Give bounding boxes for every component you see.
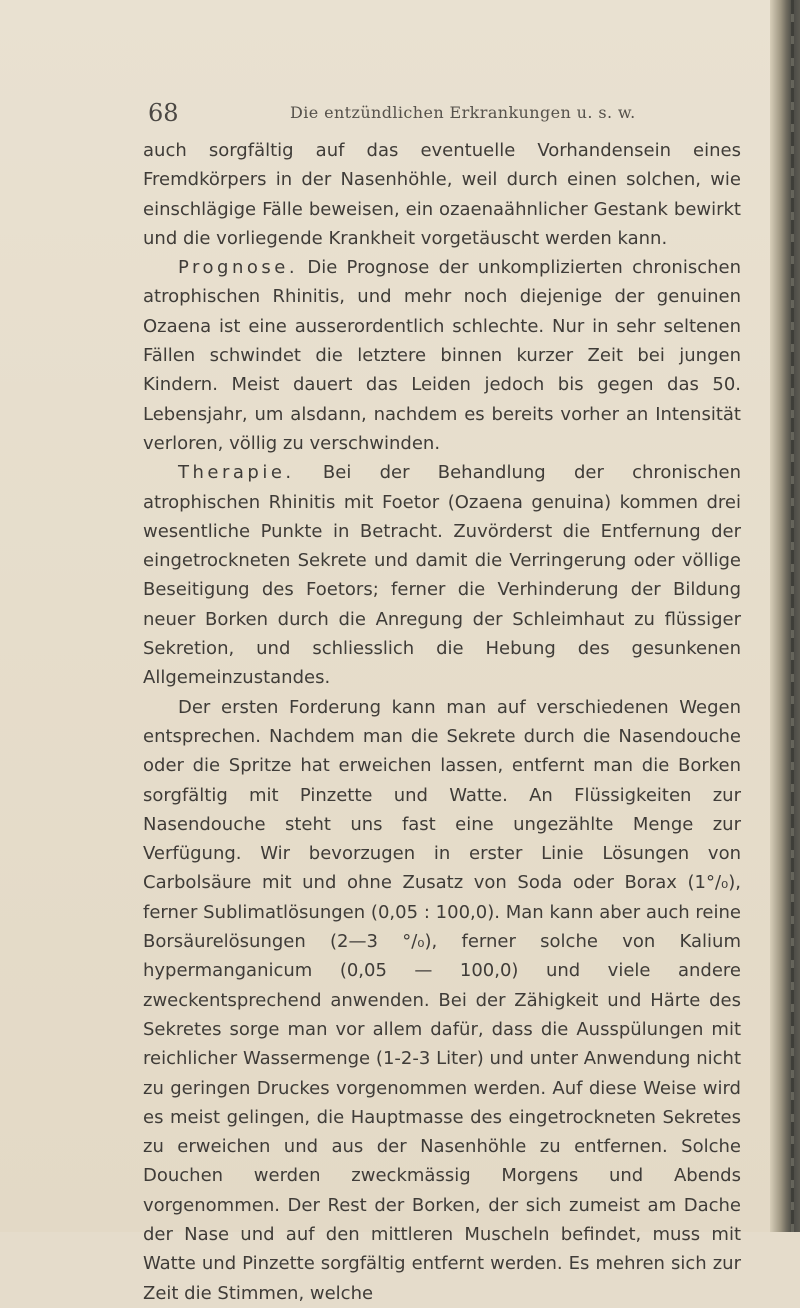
book-spine-binding — [791, 0, 794, 1232]
book-spine-edge — [770, 0, 800, 1232]
paragraph-therapie-text: Bei der Behandlung der chronischen atrophischen Rhinitis mit Foetor (Ozaena genuina) kommen drei wesentliche Punkte in Betracht. Zuvörderst die Entfernung der eingetrockneten Sekrete und damit die Verringerung oder völlige Beseitigung des Foetors; ferner die Verhinderung der Bildung neuer Borken durch die Anregung der Schleimhaut zu flüssiger Sekretion, und schliesslich die Hebung des gesunkenen Allgemeinzustandes. — [143, 462, 741, 689]
section-heading-prognose: Prognose. — [178, 257, 299, 279]
paragraph-prognose — [143, 253, 741, 458]
paragraph-prognose-text: Die Prognose der unkomplizierten chronischen atrophischen Rhinitis, und mehr noch diejenige der genuinen Ozaena ist eine ausserordentlich schlechte. Nur in sehr seltenen Fällen schwindet die letztere binnen kurzer Zeit bei jungen Kindern. Meist dauert das Leiden jedoch bis gegen das 50. Lebensjahr, um alsdann, nachdem es bereits vorher an Intensität verloren, völlig zu verschwinden. — [143, 257, 741, 454]
running-title: Die entzündlichen Erkrankungen u. s. w. — [290, 103, 636, 122]
page-number: 68 — [148, 99, 179, 127]
running-head — [148, 96, 708, 130]
paragraph-forderung: Der ersten Forderung kann man auf verschiedenen Wegen entsprechen. Nachdem man die Sekrete durch die Nasendouche oder die Spritze hat erweichen lassen, entfernt man die Borken sorgfältig mit Pinzette und Watte. An Flüssigkeiten zur Nasendouche steht uns fast eine ungezählte Menge zur Verfügung. Wir bevorzugen in erster Linie Lösungen von Carbolsäure mit und ohne Zusatz von Soda oder Borax (1°/₀), ferner Sublimatlösungen (0,05 : 100,0). Man kann aber auch reine Borsäurelösungen (2—3 °/₀), ferner solche von Kalium hypermanganicum (0,05 — 100,0) und viele andere zweckentsprechend anwenden. Bei der Zähigkeit und Härte des Sekretes sorge man vor allem dafür, dass die Ausspülungen mit reichlicher Wassermenge (1-2-3 Liter) und unter Anwendung nicht zu geringen Druckes vorgenommen werden. Auf diese Weise wird es meist gelingen, die Hauptmasse des eingetrockneten Sekretes zu erweichen und aus der Nasenhöhle zu entfernen. Solche Douchen werden zweckmässig Morgens und Abends vorgenommen. Der Rest der Borken, der sich zumeist am Dache der Nase und auf den mittleren Muscheln befindet, muss mit Watte und Pinzette sorgfältig entfernt werden. Es mehren sich zur Zeit die Stimmen, welche — [143, 696, 741, 1304]
section-heading-therapie: Therapie. — [178, 462, 295, 484]
paragraph-continuation: auch sorgfältig auf das eventuelle Vorhandensein eines Fremdkörpers in der Nasenhöhle, weil durch einen solchen, wie einschlägige Fälle beweisen, ein ozaenaähnlicher Gestank bewirkt und die vorliegende Krankheit vorgetäuscht werden kann. — [143, 140, 741, 249]
paragraph-therapie — [143, 458, 741, 692]
body-text — [143, 136, 741, 1308]
